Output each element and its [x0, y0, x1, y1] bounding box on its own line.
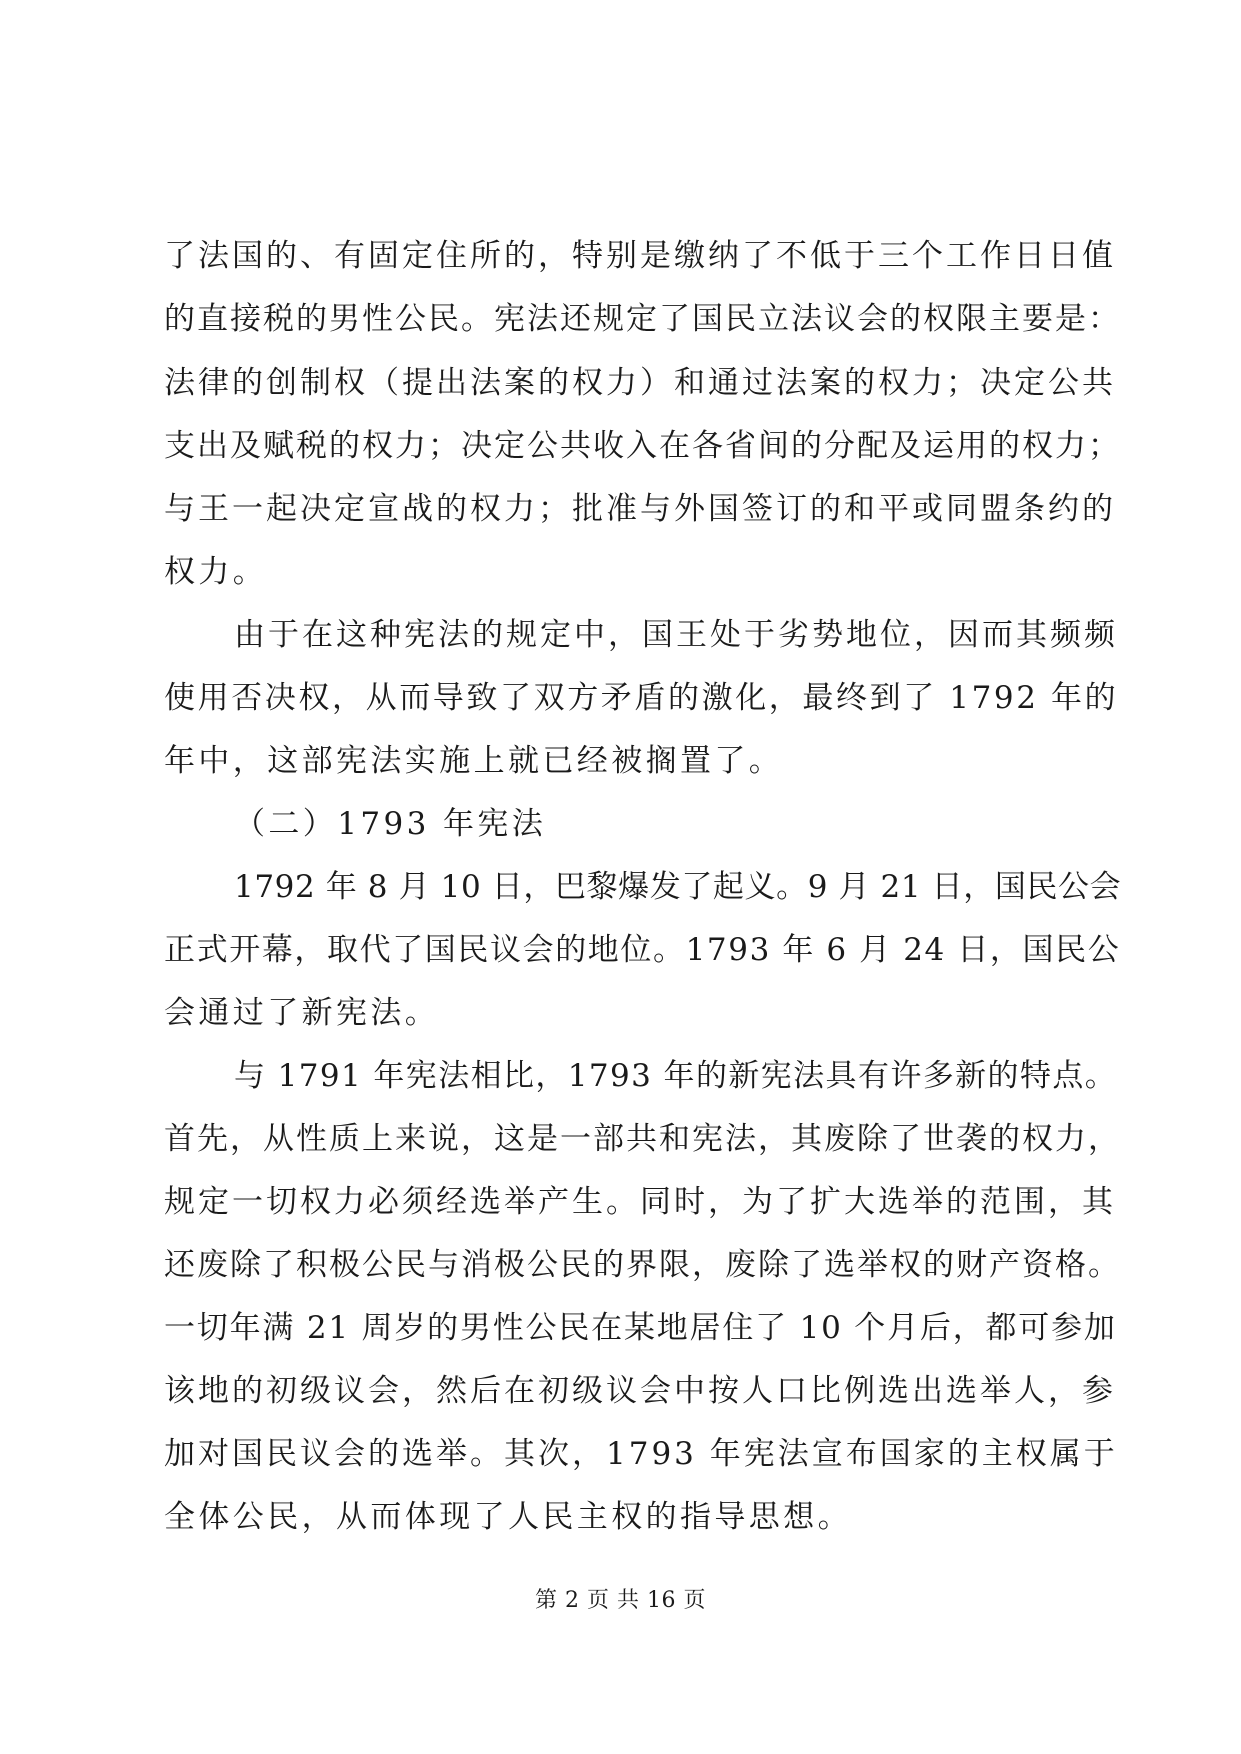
- body-line: 正式开幕，取代了国民议会的地位。1793 年 6 月 24 日，国民公: [164, 932, 1121, 968]
- body-line: 该地的初级议会，然后在初级议会中按人口比例选出选举人，参: [164, 1373, 1116, 1409]
- body-line: 了法国的、有固定住所的，特别是缴纳了不低于三个工作日日值: [164, 238, 1116, 274]
- body-line: 使用否决权，从而导致了双方矛盾的激化，最终到了 1792 年的: [164, 680, 1119, 716]
- body-line: 权力。: [164, 554, 268, 590]
- page-number-footer: 第 2 页 共 16 页: [535, 1588, 706, 1613]
- paragraph-first-line: 与 1791 年宪法相比，1793 年的新宪法具有许多新的特点。: [234, 1058, 1118, 1094]
- body-line: 会通过了新宪法。: [164, 995, 440, 1031]
- paragraph-first-line: 由于在这种宪法的规定中，国王处于劣势地位，因而其频频: [234, 617, 1118, 653]
- body-line: 法律的创制权（提出法案的权力）和通过法案的权力；决定公共: [164, 365, 1116, 401]
- body-line: 还废除了积极公民与消极公民的界限，废除了选举权的财产资格。: [164, 1247, 1121, 1283]
- body-line: 规定一切权力必须经选举产生。同时，为了扩大选举的范围，其: [164, 1184, 1116, 1220]
- body-line: 支出及赋税的权力；决定公共收入在各省间的分配及运用的权力；: [164, 428, 1121, 464]
- body-line: 年中，这部宪法实施上就已经被搁置了。: [164, 743, 784, 779]
- body-line: 全体公民，从而体现了人民主权的指导思想。: [164, 1499, 852, 1535]
- body-line: 的直接税的男性公民。宪法还规定了国民立法议会的权限主要是：: [164, 301, 1121, 337]
- paragraph-first-line: 1792 年 8 月 10 日，巴黎爆发了起义。9 月 21 日，国民公会: [234, 869, 1122, 905]
- section-heading: （二）1793 年宪法: [234, 806, 547, 842]
- body-line: 加对国民议会的选举。其次，1793 年宪法宣布国家的主权属于: [164, 1436, 1118, 1472]
- body-line: 与王一起决定宣战的权力；批准与外国签订的和平或同盟条约的: [164, 491, 1116, 527]
- body-line: 一切年满 21 周岁的男性公民在某地居住了 10 个月后，都可参加: [164, 1310, 1117, 1346]
- body-line: 首先，从性质上来说，这是一部共和宪法，其废除了世袭的权力，: [164, 1121, 1121, 1157]
